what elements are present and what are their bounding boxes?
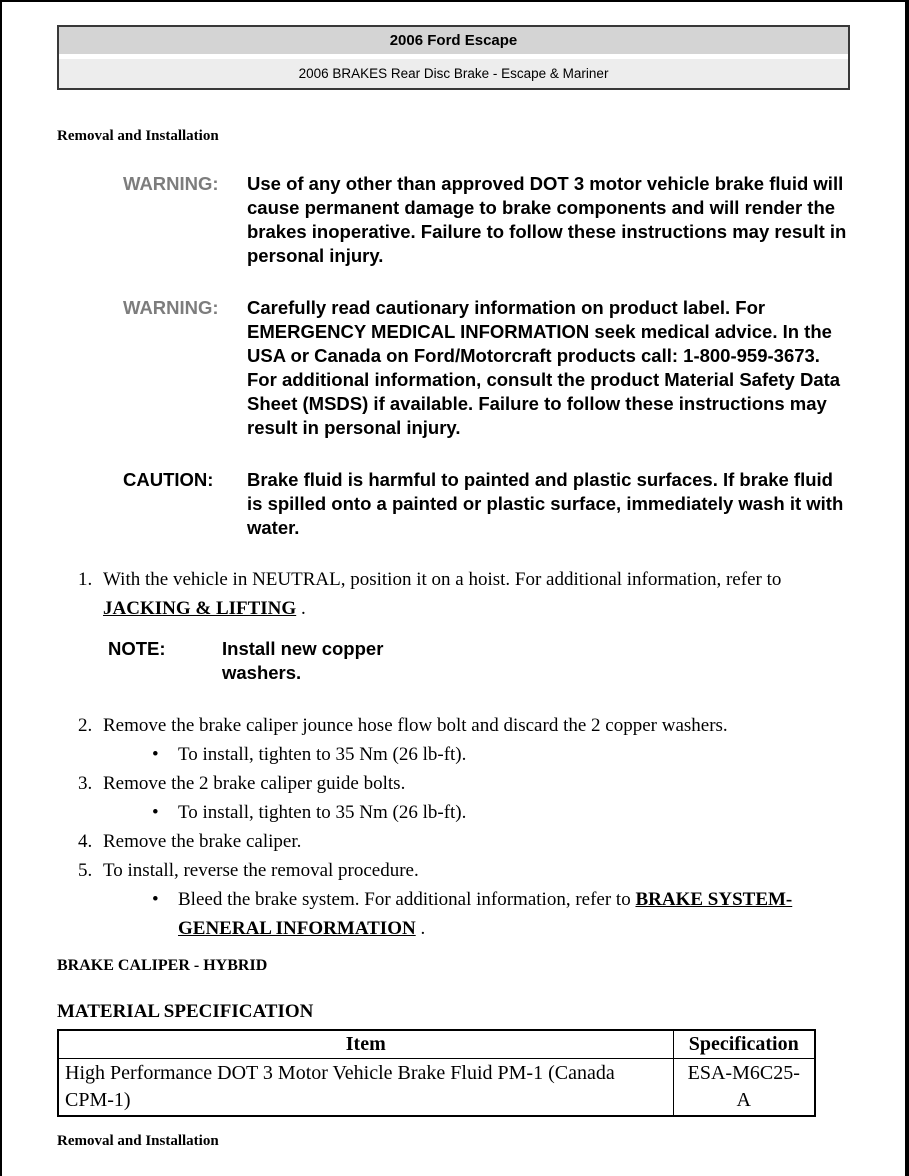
step-number: 2. (78, 715, 93, 736)
specification-cell (673, 1059, 815, 1117)
table-row (58, 1059, 815, 1117)
table-header-row (58, 1030, 815, 1059)
bullet-icon: • (152, 744, 159, 765)
column-header-item: Item (58, 1030, 673, 1059)
section-heading-material-specification: MATERIAL SPECIFICATION (57, 1001, 314, 1022)
brake-system-general-information-link[interactable]: BRAKE SYSTEM-GENERAL INFORMATION (178, 889, 793, 939)
step-text-before: With the vehicle in NEUTRAL, position it on a hoist. For additional information, refer to (103, 569, 782, 590)
step-3-bullet (152, 798, 850, 827)
step-text (103, 565, 850, 623)
step-number: 3. (78, 773, 93, 794)
section-heading-removal: Removal and Installation (57, 128, 219, 144)
warning-label: WARNING: (123, 173, 219, 194)
step-4 (78, 827, 850, 856)
document-subtitle: 2006 BRAKES Rear Disc Brake - Escape & Mariner (59, 59, 848, 88)
warning-block-2 (123, 296, 850, 440)
caution-label: CAUTION: (123, 469, 214, 490)
bullet-text: To install, tighten to 35 Nm (26 lb-ft). (178, 744, 467, 765)
note-label: NOTE: (108, 638, 166, 659)
vehicle-header-banner (57, 25, 850, 90)
warning-block-1 (123, 172, 850, 268)
bullet-text (178, 885, 850, 943)
vehicle-title: 2006 Ford Escape (59, 27, 848, 54)
step-5-bullet (152, 885, 850, 943)
material-specification-table (57, 1029, 816, 1117)
bullet-text-before: Bleed the brake system. For additional information, refer to (178, 889, 636, 910)
step-text-after: . (296, 598, 306, 619)
step-number: 5. (78, 860, 93, 881)
footer-heading-removal: Removal and Installation (57, 1133, 219, 1149)
item-cell: High Performance DOT 3 Motor Vehicle Brake Fluid PM-1 (Canada CPM-1) (58, 1059, 673, 1117)
procedure-steps (57, 565, 850, 943)
step-2-bullet (152, 740, 850, 769)
step-text: Remove the brake caliper jounce hose flow bolt and discard the 2 copper washers. (103, 715, 728, 736)
jacking-lifting-link[interactable]: JACKING & LIFTING (103, 598, 297, 619)
warning-text: Carefully read cautionary information on product label. For EMERGENCY MEDICAL INFORMATION seek medical advice. In the USA or Canada on Ford/Motorcraft products call: 1-800-959-3673. For additional information, consult the product Material Safety Data Sheet (MSDS) if available. Failure to follow these instructions may result in personal injury. (247, 297, 841, 438)
bullet-icon: • (152, 889, 159, 910)
caution-block (123, 468, 850, 540)
step-number: 4. (78, 831, 93, 852)
warning-text: Use of any other than approved DOT 3 motor vehicle brake fluid will cause permanent damage to brake components and will render the brakes inoperative. Failure to follow these instructions may result in personal injury. (247, 173, 847, 266)
section-heading-brake-caliper-hybrid: BRAKE CALIPER - HYBRID (57, 957, 268, 974)
caution-text: Brake fluid is harmful to painted and plastic surfaces. If brake fluid is spilled onto a painted or plastic surface, immediately wash it with water. (247, 469, 844, 538)
step-text: Remove the brake caliper. (103, 831, 302, 852)
step-3 (78, 769, 850, 798)
specification-value: ESA-M6C25-A (687, 1062, 800, 1111)
bullet-text-after: . (415, 918, 426, 939)
note-text: Install new copper washers. (222, 638, 384, 683)
step-number: 1. (78, 569, 93, 590)
step-1 (78, 565, 850, 623)
column-header-specification: Specification (673, 1030, 815, 1059)
bullet-text: To install, tighten to 35 Nm (26 lb-ft). (178, 802, 467, 823)
step-5 (78, 856, 850, 885)
warning-label: WARNING: (123, 297, 219, 318)
step-text: Remove the 2 brake caliper guide bolts. (103, 773, 406, 794)
step-text: To install, reverse the removal procedure. (103, 860, 419, 881)
page-content (2, 25, 905, 1150)
step-2 (78, 711, 850, 740)
note-block (108, 637, 850, 685)
bullet-icon: • (152, 802, 159, 823)
